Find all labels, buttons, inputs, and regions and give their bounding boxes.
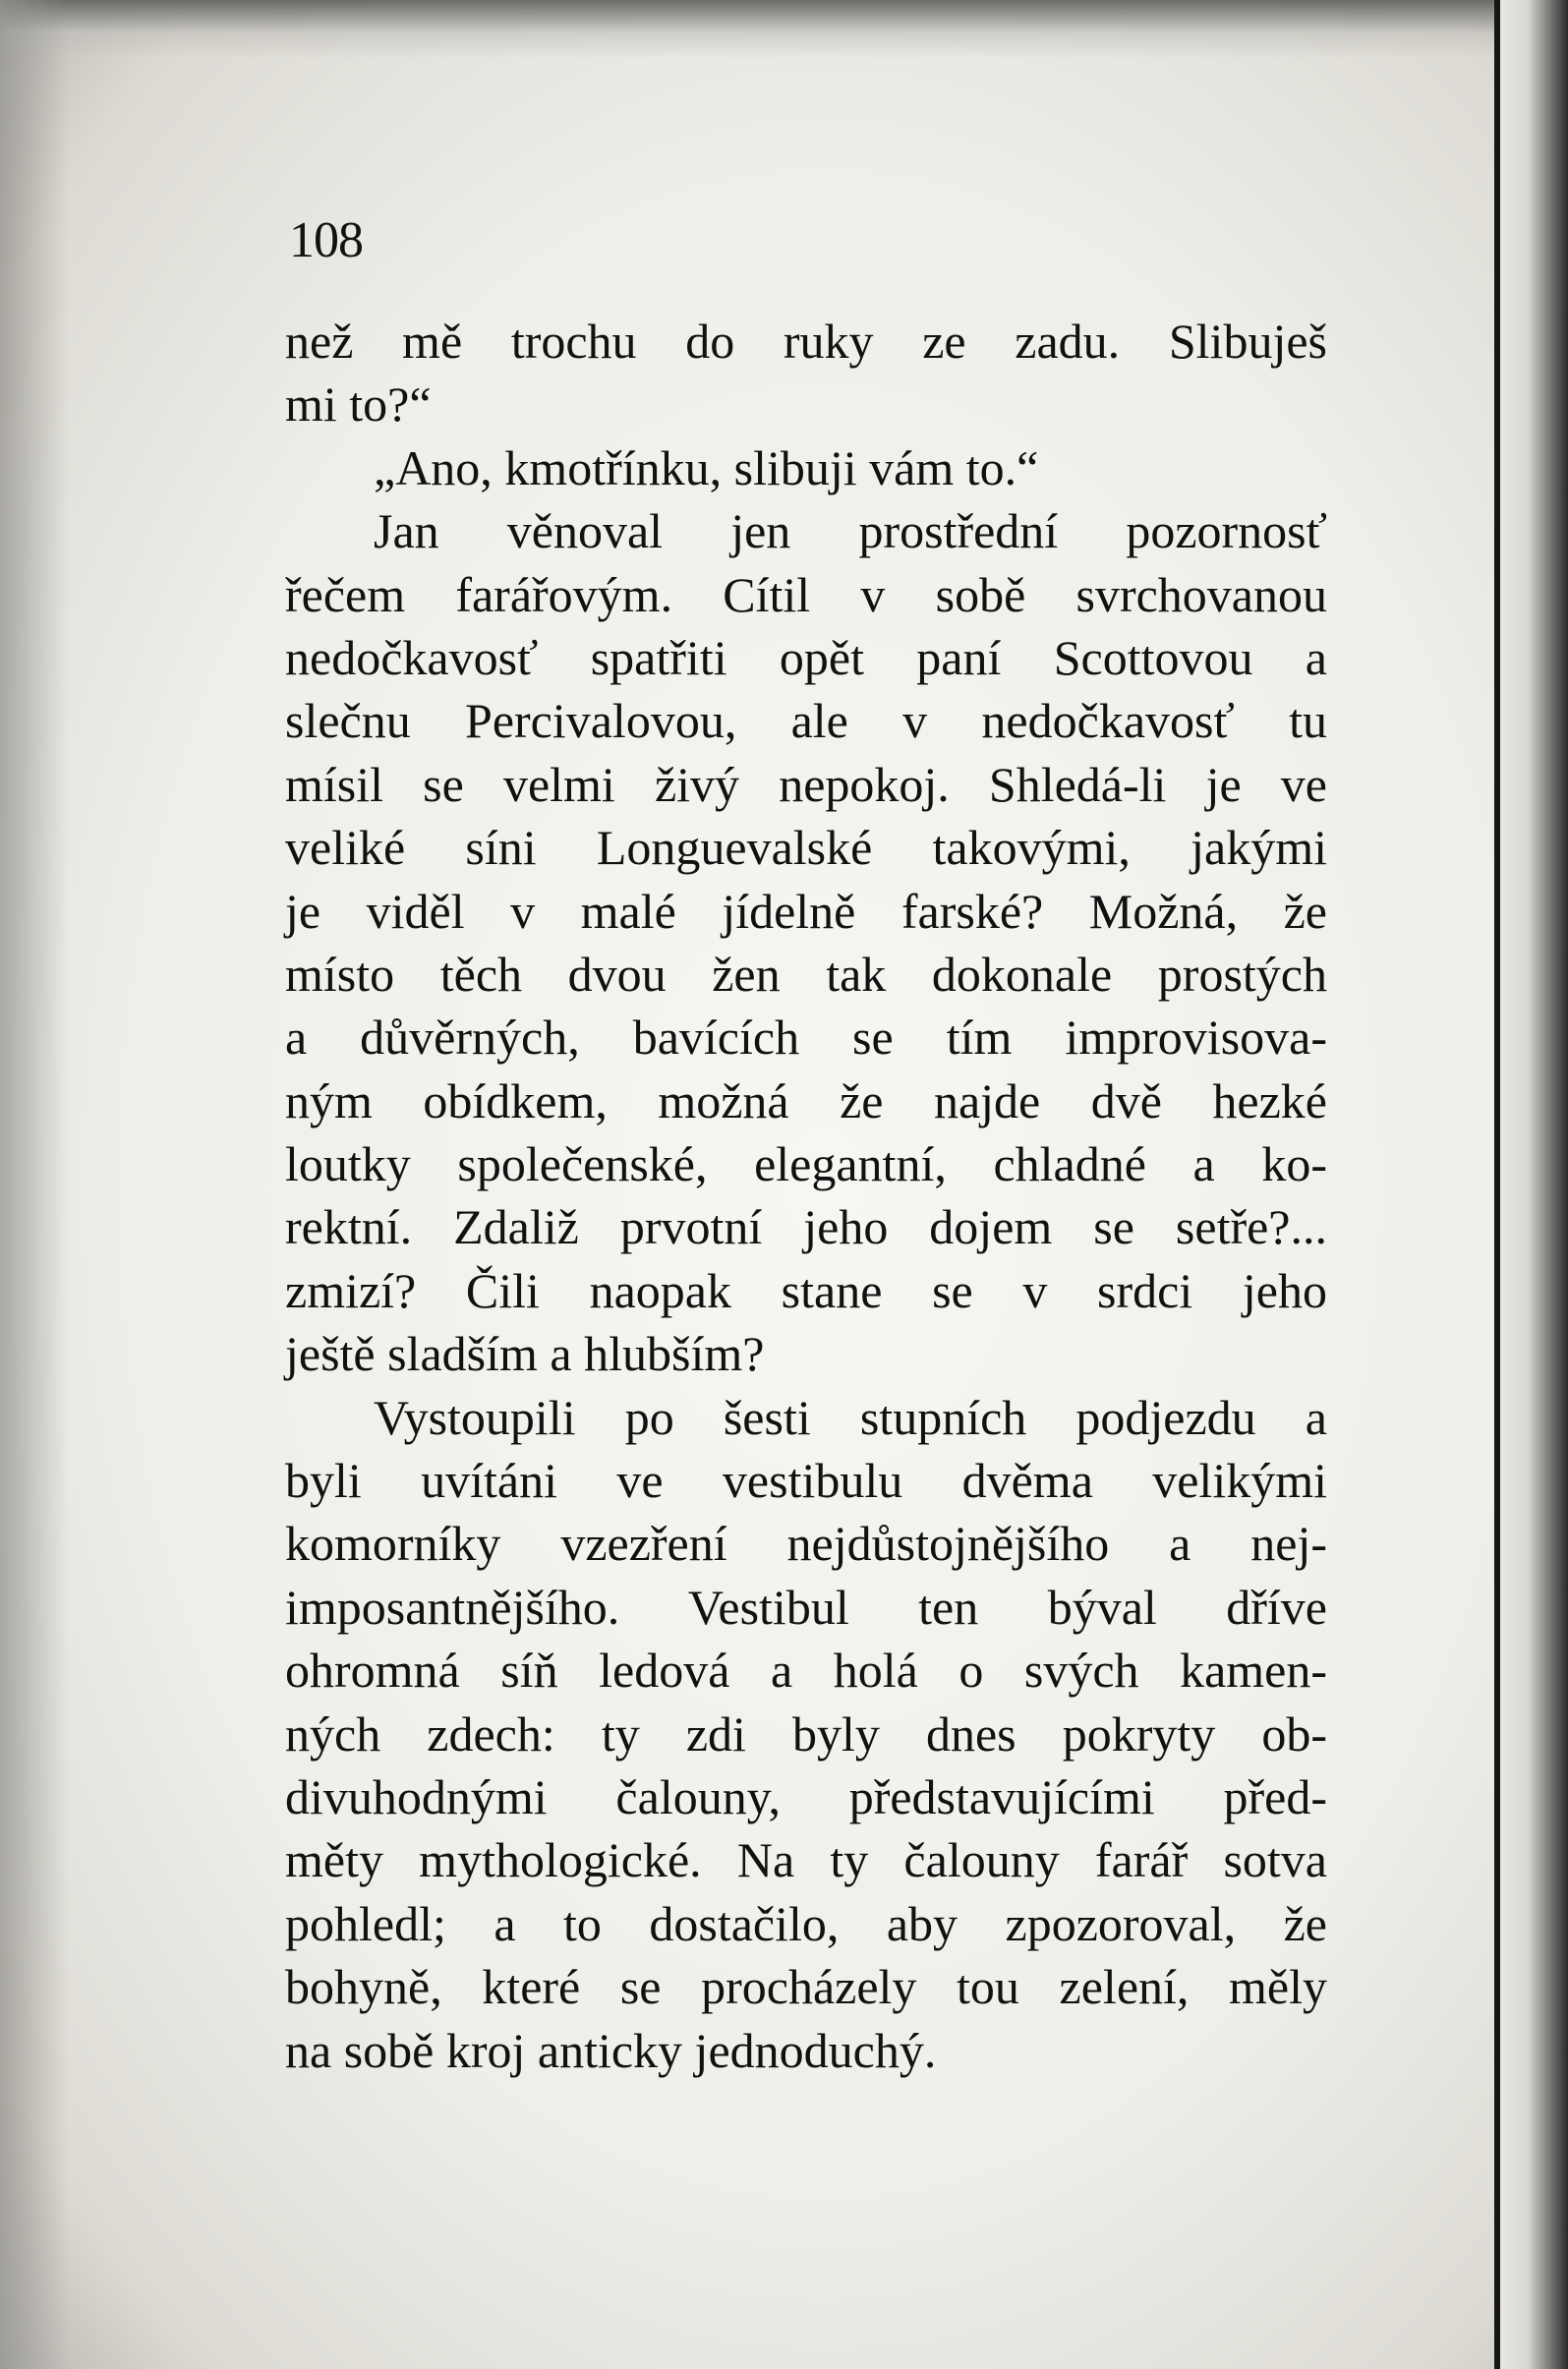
text-line: zmizí? Čili naopak stane se v srdci jeho <box>285 1262 1327 1318</box>
text-line: bohyně, které se procházely tou zelení, měly <box>285 1959 1327 2015</box>
text-line: Jan věnoval jen prostřední pozornosť <box>374 503 1327 559</box>
body-text <box>285 310 1327 2082</box>
text-line: měty mythologické. Na ty čalouny farář sotva <box>285 1832 1327 1888</box>
text-line: slečnu Percivalovou, ale v nedočkavosť tu <box>285 693 1327 749</box>
text-line: ještě sladším a hlubším? <box>285 1326 765 1382</box>
page-number: 108 <box>289 212 363 268</box>
text-line: nedočkavosť spatřiti opět paní Scottovou a <box>285 629 1327 685</box>
text-line: než mě trochu do ruky ze zadu. Slibuješ <box>285 314 1327 369</box>
text-line: mísil se velmi živý nepokoj. Shledá-li je ve <box>285 756 1327 812</box>
text-line: pohledl; a to dostačilo, aby zpozoroval, že <box>285 1895 1327 1951</box>
text-line: a důvěrných, bavících se tím improvisova- <box>285 1010 1327 1066</box>
left-scan-shadow <box>0 0 69 2369</box>
top-scan-shadow <box>0 0 1499 59</box>
text-line: na sobě kroj anticky jednoduchý. <box>285 2022 937 2078</box>
text-line: imposantnějšího. Vestibul ten býval dříve <box>285 1579 1327 1635</box>
text-line: byli uvítáni ve vestibulu dvěma velikými <box>285 1453 1327 1509</box>
text-line: je viděl v malé jídelně farské? Možná, že <box>285 883 1327 939</box>
text-line: veliké síni Longuevalské takovými, jakými <box>285 820 1327 876</box>
page-edge-margin <box>1500 0 1568 2369</box>
text-line: rektní. Zdaliž prvotní jeho dojem se setře?... <box>285 1199 1327 1255</box>
text-line: Vystoupili po šesti stupních podjezdu a <box>374 1389 1327 1445</box>
text-line: ným obídkem, možná že najde dvě hezké <box>285 1072 1327 1128</box>
text-line: místo těch dvou žen tak dokonale prostých <box>285 946 1327 1002</box>
text-line: loutky společenské, elegantní, chladné a ko- <box>285 1136 1327 1192</box>
text-line: řečem farářovým. Cítil v sobě svrchovanou <box>285 566 1327 622</box>
text-line: komorníky vzezření nejdůstojnějšího a nej- <box>285 1516 1327 1572</box>
text-line: mi to?“ <box>285 376 432 433</box>
text-line: ných zdech: ty zdi byly dnes pokryty ob- <box>285 1705 1327 1762</box>
text-line: „Ano, kmotřínku, slibuji vám to.“ <box>374 439 1039 495</box>
text-line: ohromná síň ledová a holá o svých kamen- <box>285 1643 1327 1699</box>
text-line: divuhodnými čalouny, představujícími před- <box>285 1768 1327 1824</box>
